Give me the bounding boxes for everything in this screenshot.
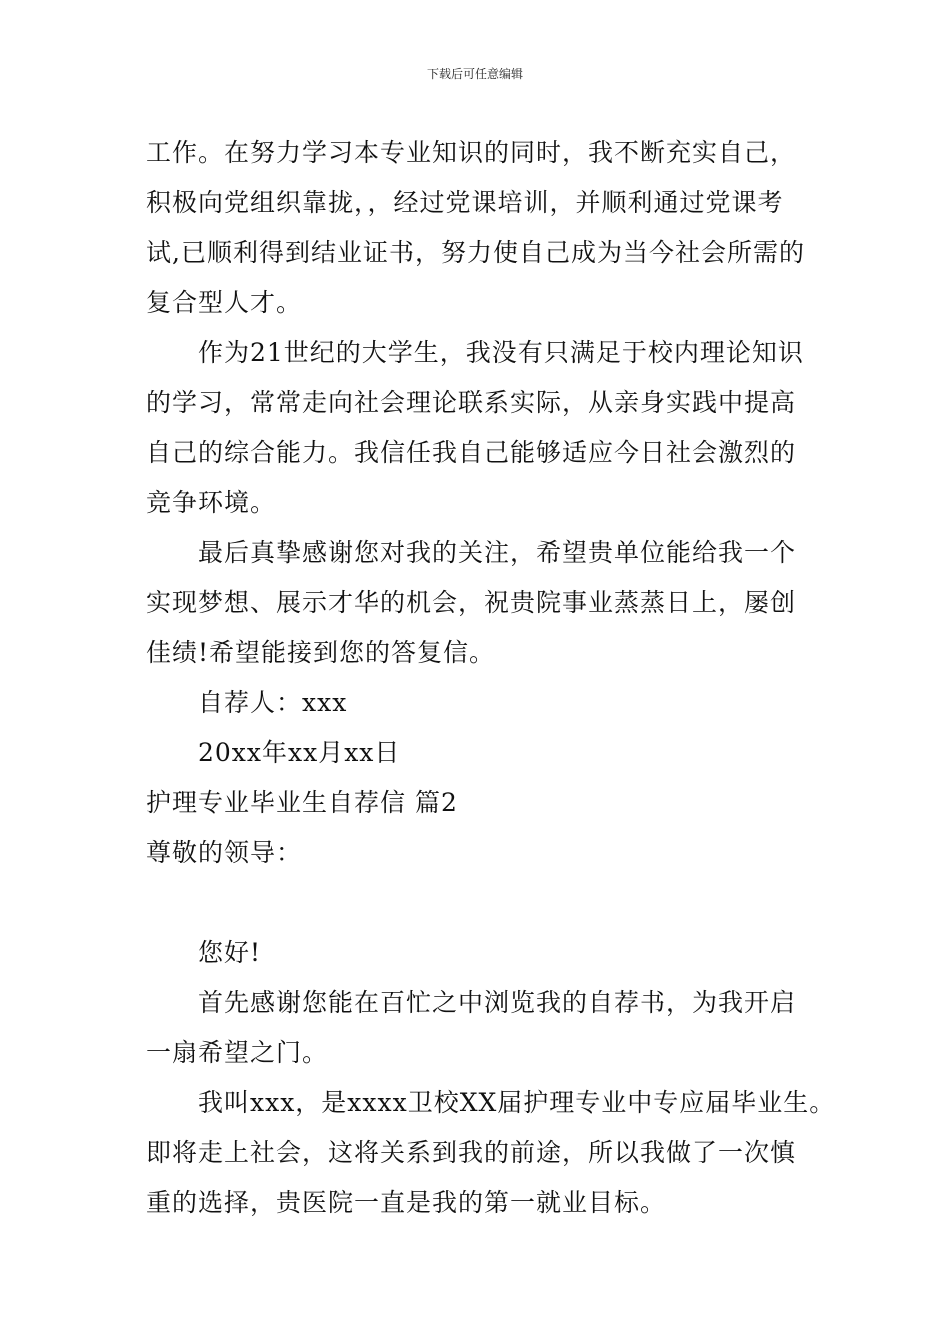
text-line: 一扇希望之门。 [146, 1038, 329, 1067]
section-title: 护理专业毕业生自荐信 篇2 [146, 788, 458, 817]
text-line: 我叫xxx，是xxxx卫校XX届护理专业中专应届毕业生。 [198, 1088, 836, 1117]
paragraph-5 [146, 1078, 836, 1228]
text-line: 竞争环境。 [146, 488, 277, 517]
text-line: 作为21世纪的大学生，我没有只满足于校内理论知识 [198, 338, 804, 367]
signer-line: 自荐人：xxx [198, 688, 348, 717]
text-line: 重的选择，贵医院一直是我的第一就业目标。 [146, 1188, 667, 1217]
paragraph-1 [146, 128, 816, 328]
text-line: 积极向党组织靠拢，，经过党课培训，并顺利通过党课考 [146, 188, 784, 217]
text-line: 实现梦想、展示才华的机会，祝贵院事业蒸蒸日上，屡创 [146, 588, 797, 617]
salutation: 尊敬的领导： [146, 838, 303, 867]
text-line: 的学习，常常走向社会理论联系实际，从亲身实践中提高 [146, 388, 797, 417]
letter-body [146, 128, 836, 1228]
text-line: 工作。在努力学习本专业知识的同时，我不断充实自己， [146, 138, 797, 167]
text-line: 佳绩!希望能接到您的答复信。 [146, 638, 496, 667]
text-line: 即将走上社会，这将关系到我的前途，所以我做了一次慎 [146, 1138, 797, 1167]
date-line: 20xx年xx月xx日 [198, 738, 401, 767]
blank-line [146, 878, 816, 928]
text-line: 试,已顺利得到结业证书，努力使自己成为当今社会所需的 [146, 238, 805, 267]
page-header-note: 下载后可任意编辑 [426, 67, 523, 81]
greeting: 您好! [198, 938, 262, 967]
text-line: 首先感谢您能在百忙之中浏览我的自荐书，为我开启 [198, 988, 797, 1017]
text-line: 复合型人才。 [146, 288, 303, 317]
text-line: 自己的综合能力。我信任我自己能够适应今日社会激烈的 [146, 438, 797, 467]
paragraph-3 [146, 528, 816, 678]
text-line: 最后真挚感谢您对我的关注，希望贵单位能给我一个 [198, 538, 797, 567]
paragraph-2 [146, 328, 816, 528]
paragraph-4 [146, 978, 816, 1078]
